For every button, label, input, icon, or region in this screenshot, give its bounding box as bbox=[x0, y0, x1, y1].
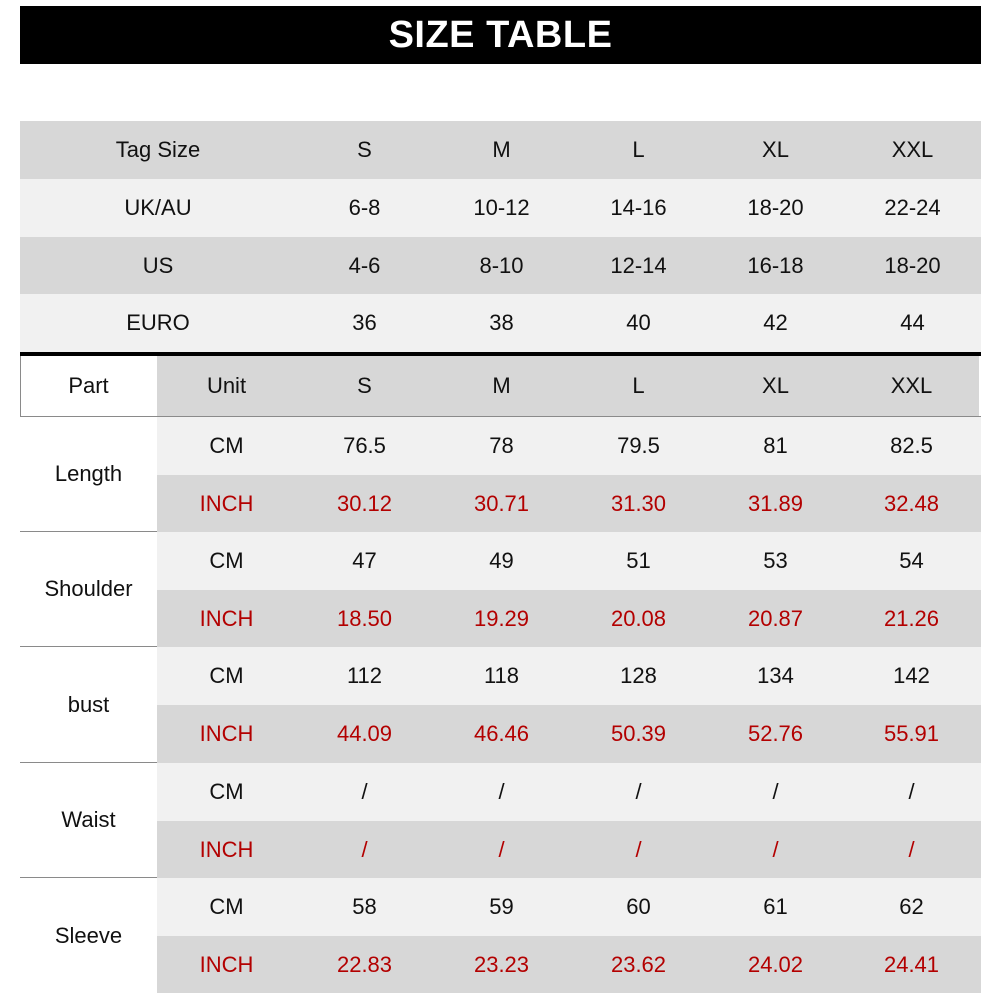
tag-size-label: Tag Size bbox=[115, 137, 201, 162]
size-header-l: L bbox=[570, 356, 707, 416]
unit-label-cm: CM bbox=[209, 433, 244, 458]
size-header-l: L bbox=[632, 137, 645, 162]
title-bar bbox=[20, 6, 981, 64]
measure-value: / bbox=[635, 836, 642, 862]
size-header-xl: XL bbox=[707, 356, 844, 416]
measure-value: / bbox=[361, 779, 368, 804]
size-header-s: S bbox=[357, 137, 372, 162]
measure-value: 49 bbox=[489, 548, 514, 573]
measure-value: 52.76 bbox=[747, 721, 804, 746]
measure-value: 20.08 bbox=[610, 605, 667, 631]
size-value: 40 bbox=[626, 310, 651, 335]
size-value: 8-10 bbox=[479, 252, 524, 278]
size-value: 6-8 bbox=[348, 195, 381, 220]
measure-row-inch bbox=[157, 821, 981, 878]
measure-value: 59 bbox=[489, 894, 514, 919]
measure-value: / bbox=[772, 836, 779, 862]
size-row-label: EURO bbox=[126, 310, 190, 335]
part-header: Part bbox=[20, 356, 157, 416]
part-waist: Waist bbox=[20, 763, 157, 878]
size-row-label: UK/AU bbox=[124, 195, 192, 220]
measure-row-cm bbox=[157, 532, 981, 590]
measure-row-inch bbox=[157, 475, 981, 532]
measure-value: 30.12 bbox=[336, 490, 393, 516]
measure-row-cm bbox=[157, 763, 981, 821]
unit-label-inch: INCH bbox=[199, 836, 254, 862]
size-row-euro bbox=[20, 294, 981, 352]
measure-value: 18.50 bbox=[336, 605, 393, 631]
size-value: 10-12 bbox=[473, 195, 530, 220]
measure-value: 82.5 bbox=[890, 433, 933, 458]
part-length: Length bbox=[20, 417, 157, 532]
measure-value: 128 bbox=[620, 663, 657, 688]
part-bust: bust bbox=[20, 647, 157, 763]
measure-value: 30.71 bbox=[473, 490, 530, 516]
page-title: SIZE TABLE bbox=[388, 13, 613, 56]
size-header-xxl: XXL bbox=[891, 137, 934, 162]
measure-value: 78 bbox=[489, 433, 514, 458]
measure-value: 46.46 bbox=[473, 721, 530, 746]
size-header-m: M bbox=[433, 356, 570, 416]
unit-label-inch: INCH bbox=[199, 721, 254, 746]
size-row-label: US bbox=[142, 252, 174, 278]
measure-value: 51 bbox=[626, 548, 651, 573]
measure-value: 112 bbox=[346, 663, 383, 688]
measure-value: 76.5 bbox=[343, 433, 386, 458]
measure-value: 19.29 bbox=[473, 605, 530, 631]
size-value: 18-20 bbox=[884, 252, 941, 278]
unit-label-inch: INCH bbox=[199, 951, 254, 977]
measure-value: / bbox=[498, 779, 505, 804]
measure-value: 55.91 bbox=[883, 721, 940, 746]
measure-value: 20.87 bbox=[747, 605, 804, 631]
size-value: 14-16 bbox=[610, 195, 667, 220]
measure-value: 21.26 bbox=[883, 605, 940, 631]
size-value: 12-14 bbox=[610, 252, 667, 278]
tag-size-header-row bbox=[20, 121, 981, 179]
size-header-m: M bbox=[492, 137, 511, 162]
size-header-xxl: XXL bbox=[844, 356, 979, 416]
unit-label-inch: INCH bbox=[199, 490, 254, 516]
unit-label-cm: CM bbox=[209, 779, 244, 804]
measure-row-cm bbox=[157, 417, 981, 475]
measure-value: 22.83 bbox=[336, 951, 393, 977]
size-value: 38 bbox=[489, 310, 514, 335]
measure-value: 44.09 bbox=[336, 721, 393, 746]
measure-value: 62 bbox=[899, 894, 924, 919]
unit-label-cm: CM bbox=[209, 894, 244, 919]
size-row-ukau bbox=[20, 179, 981, 237]
measure-value: 118 bbox=[483, 663, 520, 688]
part-shoulder: Shoulder bbox=[20, 532, 157, 647]
measure-value: 31.30 bbox=[610, 490, 667, 516]
measure-row-cm bbox=[157, 878, 981, 936]
measure-value: 79.5 bbox=[617, 433, 660, 458]
measure-value: 24.02 bbox=[747, 951, 804, 977]
measure-value: 23.62 bbox=[610, 951, 667, 977]
measure-value: 31.89 bbox=[747, 490, 804, 516]
measure-value: 32.48 bbox=[883, 490, 940, 516]
measure-value: 61 bbox=[763, 894, 788, 919]
size-header-s: S bbox=[296, 356, 433, 416]
measure-value: 60 bbox=[626, 894, 651, 919]
measure-value: 47 bbox=[352, 548, 377, 573]
unit-label-inch: INCH bbox=[199, 605, 254, 631]
measure-row-inch bbox=[157, 705, 981, 763]
size-value: 16-18 bbox=[747, 252, 804, 278]
measure-value: 24.41 bbox=[883, 951, 940, 977]
measure-value: 142 bbox=[893, 663, 930, 688]
measure-value: / bbox=[361, 836, 368, 862]
size-value: 42 bbox=[763, 310, 788, 335]
measure-value: 81 bbox=[763, 433, 788, 458]
measure-value: / bbox=[772, 779, 779, 804]
size-value: 4-6 bbox=[348, 252, 381, 278]
size-value: 22-24 bbox=[884, 195, 941, 220]
unit-label-cm: CM bbox=[209, 548, 244, 573]
measure-value: 134 bbox=[757, 663, 794, 688]
size-row-us bbox=[20, 237, 981, 294]
measure-value: / bbox=[908, 836, 915, 862]
measure-row-inch bbox=[157, 936, 981, 993]
measure-value: 58 bbox=[352, 894, 377, 919]
size-value: 36 bbox=[352, 310, 377, 335]
measure-value: 23.23 bbox=[473, 951, 530, 977]
unit-header: Unit bbox=[157, 356, 296, 416]
measure-value: / bbox=[635, 779, 642, 804]
measure-value: / bbox=[908, 779, 915, 804]
measure-value: 54 bbox=[899, 548, 924, 573]
measure-row-inch bbox=[157, 590, 981, 647]
unit-label-cm: CM bbox=[209, 663, 244, 688]
size-value: 44 bbox=[900, 310, 925, 335]
measure-value: / bbox=[498, 836, 505, 862]
measure-value: 50.39 bbox=[610, 721, 667, 746]
part-sleeve: Sleeve bbox=[20, 878, 157, 993]
size-value: 18-20 bbox=[747, 195, 804, 220]
measure-value: 53 bbox=[763, 548, 788, 573]
measure-header-row bbox=[20, 356, 981, 417]
measure-row-cm bbox=[157, 647, 981, 705]
size-header-xl: XL bbox=[762, 137, 789, 162]
